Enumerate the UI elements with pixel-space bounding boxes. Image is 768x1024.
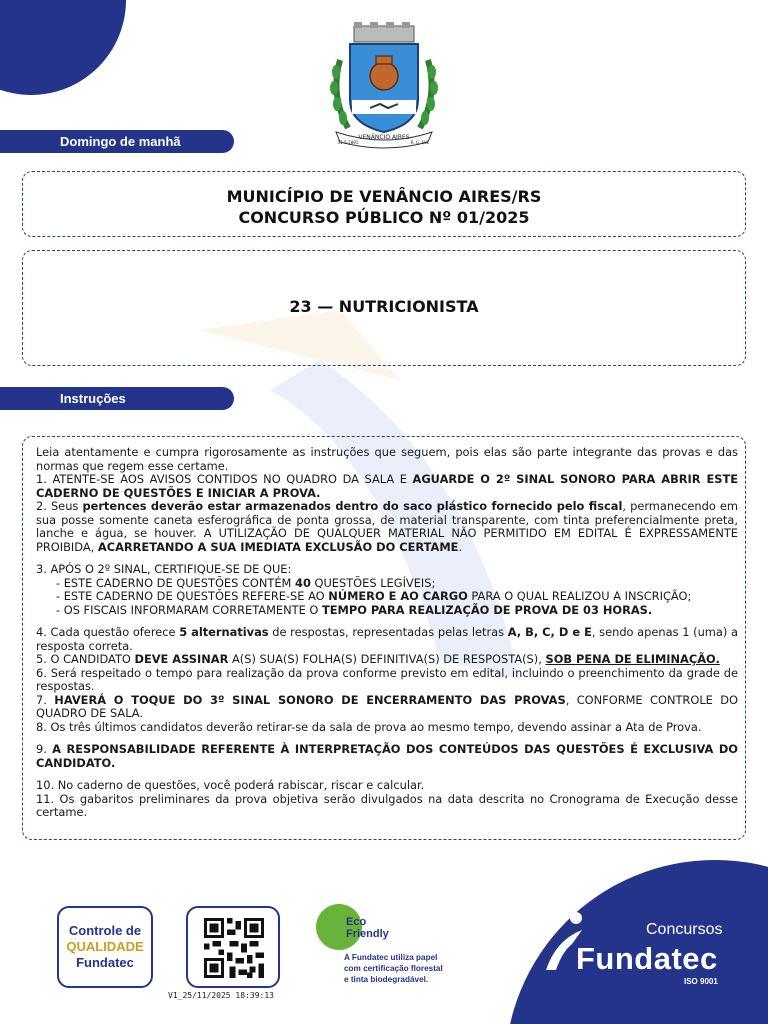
instruction-3a: - ESTE CADERNO DE QUESTÕES CONTÉM 40 QUESTÕES LEGÍVEIS; xyxy=(56,575,436,590)
eco-friendly-description: A Fundatec utiliza papel com certificação florestal e tinta biodegradável. xyxy=(344,953,443,984)
eco-friendly-title: Eco Friendly xyxy=(346,916,389,940)
municipal-crest-logo xyxy=(326,20,442,152)
role-title: 23 — NUTRICIONISTA xyxy=(289,297,479,316)
crest-motto-left: 11-5-1891 xyxy=(337,140,359,145)
session-label-tab: Domingo de manhã xyxy=(0,130,234,153)
instruction-5: 5. O CANDIDATO DEVE ASSINAR A(S) SUA(S) FOLHA(S) DEFINITIVA(S) DE RESPOSTA(S), SOB PENA DE ELIMINAÇÃO. xyxy=(36,652,720,666)
instruction-6: 6. Será respeitado o tempo para realização da prova conforme previsto em edital, incluindo o preenchimento da grade de respostas. xyxy=(36,665,738,693)
brand-iso: ISO 9001 xyxy=(684,977,718,986)
instruction-7: 7. HAVERÁ O TOQUE DO 3º SINAL SONORO DE ENCERRAMENTO DAS PROVAS, CONFORME CONTROLE DO QUADRO DE SALA. xyxy=(36,692,739,720)
instruction-intro: Leia atentamente e cumpra rigorosamente as instruções que seguem, pois elas são parte integrante das provas e das normas que regem esse certame. xyxy=(36,445,738,473)
crest-motto-center: VENÂNCIO AIRES xyxy=(358,134,410,141)
instructions-label-tab: Instruções xyxy=(0,387,234,410)
instruction-8: 8. Os três últimos candidatos deverão retirar-se da sala de prova ao mesmo tempo, devendo assinar a Ata de Prova. xyxy=(36,719,702,734)
instruction-4: 4. Cada questão oferece 5 alternativas de respostas, representadas pelas letras A, B, C, D e E, sendo apenas 1 (uma) a resposta correta. xyxy=(36,625,738,653)
instruction-1: 1. ATENTE-SE AOS AVISOS CONTIDOS NO QUADRO DA SALA E AGUARDE O 2º SINAL SONORO PARA ABRIR ESTE CADERNO DE QUESTÕES E INICIAR A PROVA. xyxy=(36,472,738,500)
corner-decoration-top-left xyxy=(0,0,126,95)
quality-line-3: Fundatec xyxy=(76,955,134,970)
quality-line-1: Controle de xyxy=(68,923,142,938)
brand-concursos: Concursos xyxy=(646,921,723,938)
instruction-3c: - OS FISCAIS INFORMARAM CORRETAMENTE O TEMPO PARA REALIZAÇÃO DE PROVA DE 03 HORAS. xyxy=(56,602,653,617)
crest-motto-right: R. G. SUL xyxy=(410,140,430,145)
page-title-municipality: MUNICÍPIO DE VENÂNCIO AIRES/RS xyxy=(226,187,542,206)
instruction-9: 9. A RESPONSABILIDADE REFERENTE À INTERPRETAÇÃO DOS CONTEÚDOS DAS QUESTÕES É EXCLUSIVA DO CANDIDATO. xyxy=(36,742,738,770)
quality-control-badge xyxy=(57,906,153,988)
instruction-2: 2. Seus pertences deverão estar armazenados dentro do saco plástico fornecido pelo fiscal, permanecendo em sua posse somente caneta esferográfica de ponta grossa, de material transparente, com tinta preferencialmente preta, lanche e água, se houver. A UTILIZAÇÃO DE QUALQUER MATERIAL NÃO PERMITIDO EM EDITAL É EXPRESSAMENTE PROIBIDA, ACARRETANDO A SUA IMEDIATA EXCLUSÃO DO CERTAME. xyxy=(36,499,738,554)
quality-line-2: QUALIDADE xyxy=(66,939,144,954)
instruction-11: 11. Os gabaritos preliminares da prova objetiva serão divulgados na data descrita no Cronograma de Execução desse certame. xyxy=(36,791,738,819)
instruction-3b: - ESTE CADERNO DE QUESTÕES REFERE-SE AO NÚMERO E AO CARGO PARA O QUAL REALIZOU A INSCRIÇÃO; xyxy=(56,589,692,603)
version-timestamp: V1_25/11/2025 18:39:13 xyxy=(168,991,274,1000)
qr-code-badge xyxy=(186,906,280,988)
brand-name: Fundatec xyxy=(576,941,718,976)
instructions-text xyxy=(36,446,738,820)
instruction-3: 3. APÓS O 2º SINAL, CERTIFIQUE-SE DE QUE: xyxy=(36,562,292,576)
qr-code-icon xyxy=(204,918,264,978)
page-title-contest: CONCURSO PÚBLICO Nº 01/2025 xyxy=(238,208,530,227)
instruction-10: 10. No caderno de questões, você poderá rabiscar, riscar e calcular. xyxy=(36,778,425,792)
